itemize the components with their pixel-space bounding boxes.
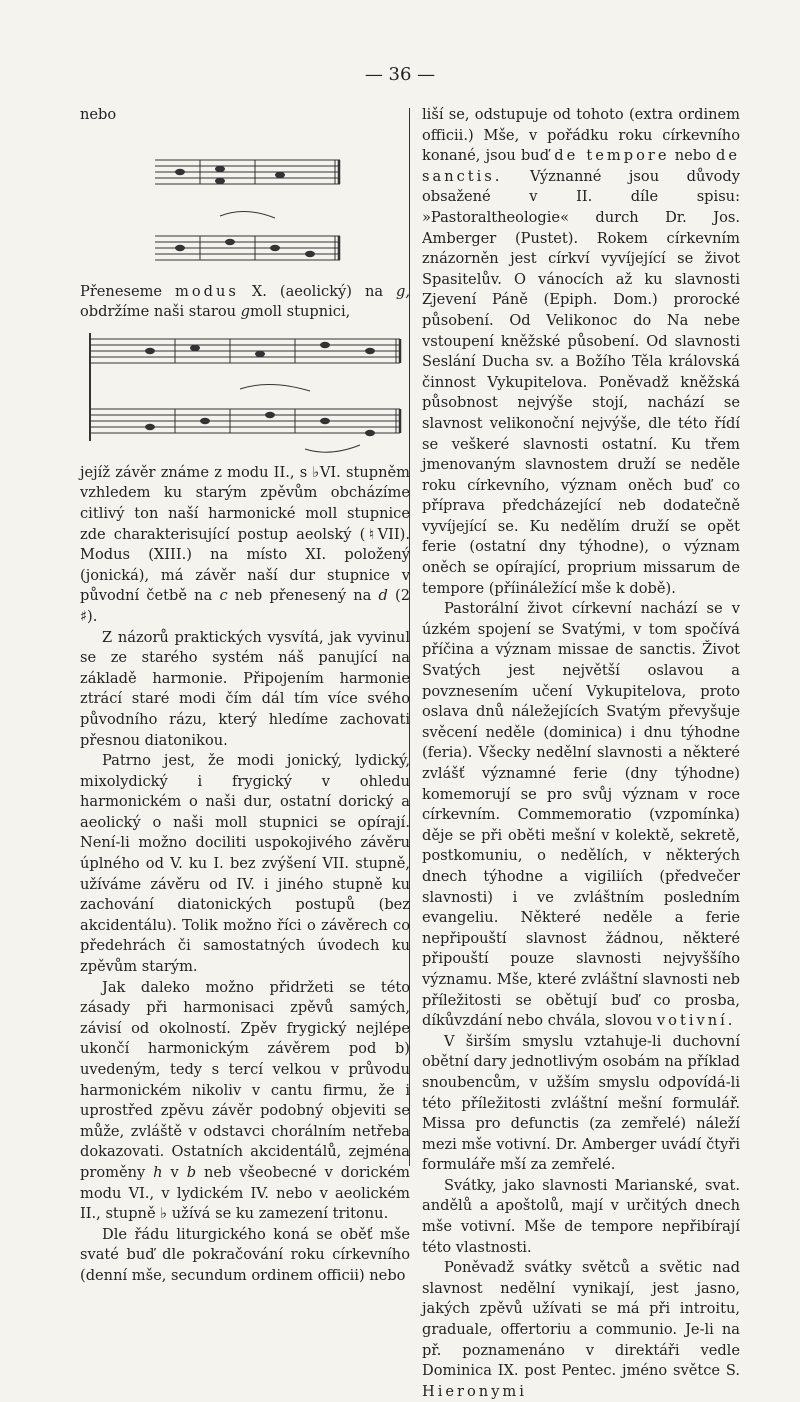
text-span: (2 ♯).: [80, 587, 411, 625]
text-span: c: [219, 587, 228, 605]
text-span: neb všeobecné v dorickém modu VI., v lydickém IV. nebo v aeolickém II., stupně ♭ užívá se ku zamezení tritonu.: [80, 1163, 411, 1223]
text-span: v: [170, 1163, 179, 1181]
text-span: X. (aeolický) na: [251, 282, 384, 300]
text-span: h: [153, 1163, 163, 1181]
text-span: obdržíme naši starou: [80, 303, 237, 321]
text-span: g: [240, 303, 251, 321]
music-example-2: [80, 323, 410, 463]
text-span: Význanné jsou důvody obsažené v II. díle spisu: »Pastoraltheologie« durch Dr. Jos. Amberger (Pustet). Rokem církevním znázorněn jest církví vyvíjející se život Spasitelův. O vánocích až ku slavnosti Zjevení Páně (Epiph. Dom.) prorocké působení. Od Velikonoc do Na nebe vstoupení kněžské působení. Od slavnosti Seslání Ducha sv. a Božího Těla královská činnost Vykupitelova. Poněvadž kněžská působnost nejvýše stojí, nachází se slavnost velikonoční nejvýše, dle této řídí se veškeré slavnosti ostatní. Ku třem jmenovaným slavnostem druží se neděle roku církevního, význam oněch buď co příprava předcházející neb dodatečně vyvíjející se. Ku nedělím druží se opět ferie (ostatní dny týhodne), o význam oněch se opírající, proprium missarum de tempore (příináležící mše k době).: [422, 167, 740, 597]
text-span: moll stupnici,: [250, 303, 351, 321]
page-number: — 36 —: [364, 64, 436, 85]
paragraph-svatky: Svátky, jako slavnosti Marianské, svat. andělů a apoštolů, mají v určitých dnech mše votivní. Mše de tempore nepřibírají této vlastnosti.: [422, 1176, 740, 1256]
paragraph-dle-radu: Dle řádu liturgického koná se oběť mše svaté buď dle pokračování roku církevního (denní mše, secundum ordinem officii) nebo: [80, 1225, 410, 1284]
paragraph-jak-daleko: [80, 978, 410, 1225]
paragraph-ponevadz: [422, 1258, 740, 1402]
text-span: nebo: [674, 147, 711, 165]
paragraph-v-sirsim: V širším smyslu vztahuje-li duchovní obětní dary jednotlivým osobám na příklad snoubencům, v užším smyslu odpovídá-li této příležitosti zvláštní mešní formulář. Missa pro defunctis (za zemřelé) náleží mezi mše votivní. Dr. Amberger uvádí čtyři formuláře mší za zemřelé.: [422, 1032, 740, 1174]
text-span: liší se, odstupuje od tohoto (extra ordinem officii.) Mše, v pořádku roku církevního konané, jsou buď: [422, 106, 740, 165]
text-span: Přeneseme: [80, 282, 163, 300]
text-span: modus: [175, 282, 239, 300]
text-span: jejíž závěr známe z modu II., s ♭VI. stupněm vzhledem ku starým zpěvům obcházíme citlivý ton naší harmonické moll stupnice zde charakterisující postup aeolský (♮VII). Modus (XIII.) na místo XI. položený (jonická), má závěr naší dur stupnice v původní četbě na: [80, 463, 410, 605]
text-span: g,: [396, 282, 410, 300]
left-column: [80, 105, 410, 1287]
text-span: de sanctis.: [422, 147, 741, 185]
text-span: Pastorální život církevní nachází se v úzkém spojení se Svatými, v tom spočívá příčina a význam missae de sanctis. Život Svatých jest největší oslavou a povznesením učení Vykupitelova, proto oslava dnů náležejících Svatým převyšuje svěcení neděle (dominica) i dnu týhodne (feria). Všecky nedělní slavnosti a některé zvlášť významné ferie (dny týhodne) komemorují se pro svůj význam v roce církevním. Commemoratio (vzpomínka) děje se při oběti mešní v kolektě, sekretě, postkomuniu, o nedělích, v některých dnech týhodne a vigiliích (předvečer slavnosti) i ve zvláštním posledním evangeliu. Některé neděle a ferie nepřipouští slavnost žádnou, některé připouští pouze slavnosti nejvyššího významu. Mše, které zvláštní slavnosti neb příležitosti se obětují buď co prosba, díkůvzdání nebo chvála, slovou: [422, 600, 740, 1030]
text-span: d: [378, 587, 388, 605]
paragraph-patrno: Patrno jest, že modi jonický, lydický, mixolydický i frygický v ohledu harmonickém o naši dur, ostatní dorický a aeolický o naši moll stupnici se opírají. Není-li možno dociliti uspokojivého závěru úplného od V. ku I. bez zvýšení VII. stupně, užíváme závěru od IV. i jiného stupně ku zachování diatonických postupů (bez akcidentálu). Tolik možno říci o závěrech co předehrách či samostatných úvodech ku zpěvům starým.: [80, 752, 410, 976]
paragraph-modus-x: [80, 282, 410, 323]
paragraph-nazoru: Z názorů praktických vysvítá, jak vyvinul se ze starého systém náš panující na základě harmonie. Připojením harmonie ztrácí staré modi čím dál tím více svého původního rázu, který hledíme zachovati přesnou diatonikou.: [80, 628, 410, 749]
text-span: Hieronymi: [422, 1382, 527, 1400]
music-example-1: [80, 132, 410, 282]
paragraph-lisi: [422, 105, 740, 599]
text-span: Jak daleko možno přidržeti se této zásady při harmonisaci zpěvů samých, závisí od okolností. Zpěv frygický nejlépe ukončí harmonickým závěrem pod b) uvedeným, tedy s tercí velkou v průvodu harmonickém nikoliv v cantu firmu, že i uprostřed zpěvu závěr podobný objeviti se může, zvláště v odstavci chorálním netřeba dokazovati. Ostatních akcidentálů, zejména proměny: [80, 978, 410, 1181]
text-span: votivní.: [656, 1012, 736, 1030]
nebo-label: nebo: [80, 106, 117, 123]
text-span: Poněvadž svátky světců a světic nad slavnost nedělní vynikají, jest jasno, jakých zpěvů užívati se má při introitu, graduale, offertoriu a communio. Je-li na př. poznamenáno v direktáři vedle Dominica IX. post Pentec. jméno světce S.: [422, 1259, 740, 1380]
text-span: b: [186, 1163, 197, 1181]
text-span: neb přenesený na: [234, 587, 372, 605]
paragraph-zaver: [80, 463, 410, 628]
paragraph-pastoralni: [422, 599, 740, 1031]
text-span: de tempore: [554, 147, 670, 165]
right-column: [422, 105, 740, 1402]
